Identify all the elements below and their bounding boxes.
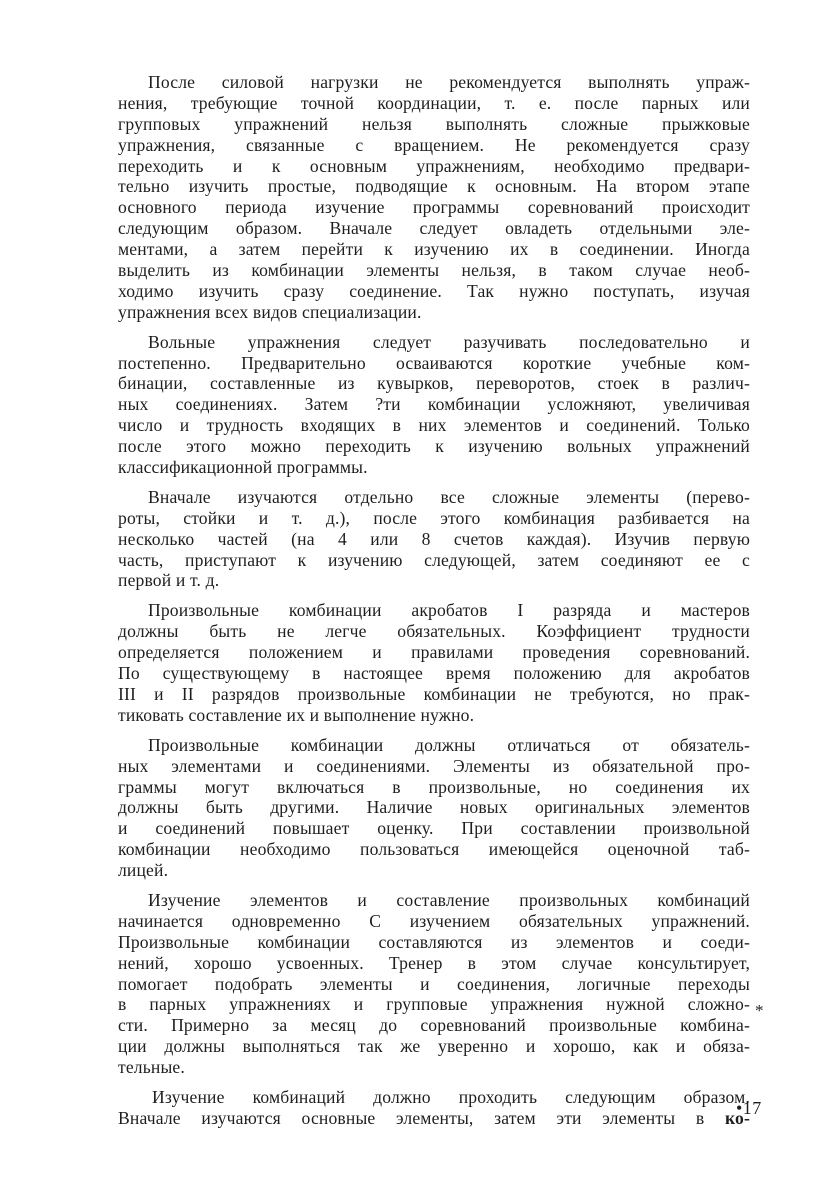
text-line: ных соединениях. Затем ?ти комбинации усложняют, увеличивая (118, 394, 750, 415)
text-line: групповых упражнений нельзя выполнять сложные прыжковые (118, 113, 750, 134)
text-line: Вольные упражнения следует разучивать последовательно и (148, 331, 750, 352)
margin-asterisk: * (755, 1001, 764, 1020)
text-line: классификационной программы. (118, 457, 368, 478)
paragraph-7 (118, 1087, 750, 1129)
text-line: лицей. (118, 860, 169, 881)
text-line-content: Вначале изучаются основные элементы, затем эти элементы в (118, 1107, 705, 1128)
text-line: ходимо изучить сразу соединение. Так нужно поступать, изучая (118, 280, 750, 301)
text-line: упражнения, связанные с вращением. Не рекомендуется сразу (118, 134, 750, 155)
text-line: тельно изучить простые, подводящие к основным. На втором этапе (118, 176, 750, 197)
text-line: После силовой нагрузки не рекомендуется выполнять упраж- (148, 72, 750, 92)
text-line: ции должны выполняться так же уверенно и хорошо, как и обяза- (118, 1036, 750, 1057)
paragraph-6 (118, 890, 750, 1078)
page-number: •17 (736, 1098, 762, 1118)
text-line: роты, стойки и т. д.), после этого комбинация разбивается на (118, 507, 750, 528)
text-line: Произвольные комбинации акробатов I разряда и мастеров (148, 600, 750, 621)
text-line: бинации, составленные из кувырков, переворотов, стоек в различ- (118, 373, 750, 394)
text-line: несколько частей (на 4 или 8 счетов каждая). Изучив первую (118, 528, 750, 549)
text-line: начинается одновременно С изучением обязательных упражнений. (118, 910, 750, 931)
text-line: Произвольные комбинации составляются из элементов и соеди- (118, 931, 750, 952)
text-line: должны быть не легче обязательных. Коэффициент трудности (118, 621, 750, 642)
text-line: граммы могут включаться в произвольные, но соединения их (118, 776, 750, 797)
body-text (118, 72, 750, 1138)
text-line: тельные. (118, 1057, 185, 1078)
text-line: Вначале изучаются отдельно все сложные элементы (перево- (148, 486, 750, 507)
text-line: должны быть другими. Наличие новых оригинальных элементов (118, 797, 750, 818)
text-line: основного периода изучение программы соревнований происходит (118, 197, 750, 218)
hyphenated-bold-fragment: ко- (724, 1107, 750, 1128)
paragraph-2 (118, 332, 750, 478)
text-line: после этого можно переходить к изучению вольных упражнений (118, 436, 750, 457)
text-line: ментами, а затем перейти к изучению их в соединении. Иногда (118, 239, 750, 260)
text-line: переходить и к основным упражнениям, необходимо предвари- (118, 155, 750, 176)
text-line: число и трудность входящих в них элементов и соединений. Только (118, 415, 750, 436)
text-line: первой и т. д. (118, 570, 220, 591)
text-line: и соединений повышает оценку. При составлении произвольной (118, 818, 750, 839)
text-line: нения, требующие точной координации, т. е. после парных или (118, 92, 750, 113)
text-line: По существующему в настоящее время положению для акробатов (118, 663, 750, 684)
text-line: сти. Примерно за месяц до соревнований произвольные комбина- (118, 1015, 750, 1036)
text-line: часть, приступают к изучению следующей, затем соединяют ее с (118, 549, 750, 570)
text-line: комбинации необходимо пользоваться имеющейся оценочной таб- (118, 839, 750, 860)
text-line: III и II разрядов произвольные комбинации не требуются, но прак- (118, 683, 750, 704)
paragraph-3 (118, 487, 750, 591)
text-line: Произвольные комбинации должны отличаться от обязатель- (148, 734, 750, 755)
paragraph-4 (118, 600, 750, 725)
text-line: упражнения всех видов специализации. (118, 301, 422, 322)
text-line: помогает подобрать элементы и соединения, логичные переходы (118, 973, 750, 994)
text-line: выделить из комбинации элементы нельзя, в таком случае необ- (118, 260, 750, 281)
text-line: постепенно. Предварительно осваиваются короткие учебные ком- (118, 352, 750, 373)
text-line: Изучение комбинаций должно проходить следующим образом. (152, 1086, 750, 1107)
text-line: тиковать составление их и выполнение нужно. (118, 704, 475, 725)
text-line: в парных упражнениях и групповые упражнения нужной сложно- (118, 994, 750, 1015)
text-line: ных элементами и соединениями. Элементы из обязательной про- (118, 755, 750, 776)
text-line: следующим образом. Вначале следует овладеть отдельными эле- (118, 218, 750, 239)
text-line (118, 1108, 750, 1129)
text-line: нений, хорошо усвоенных. Тренер в этом случае консультирует, (118, 952, 750, 973)
paragraph-1 (118, 72, 750, 323)
text-line: Изучение элементов и составление произвольных комбинаций (148, 889, 750, 910)
text-line: определяется положением и правилами проведения соревнований. (118, 642, 750, 663)
paragraph-5 (118, 735, 750, 881)
